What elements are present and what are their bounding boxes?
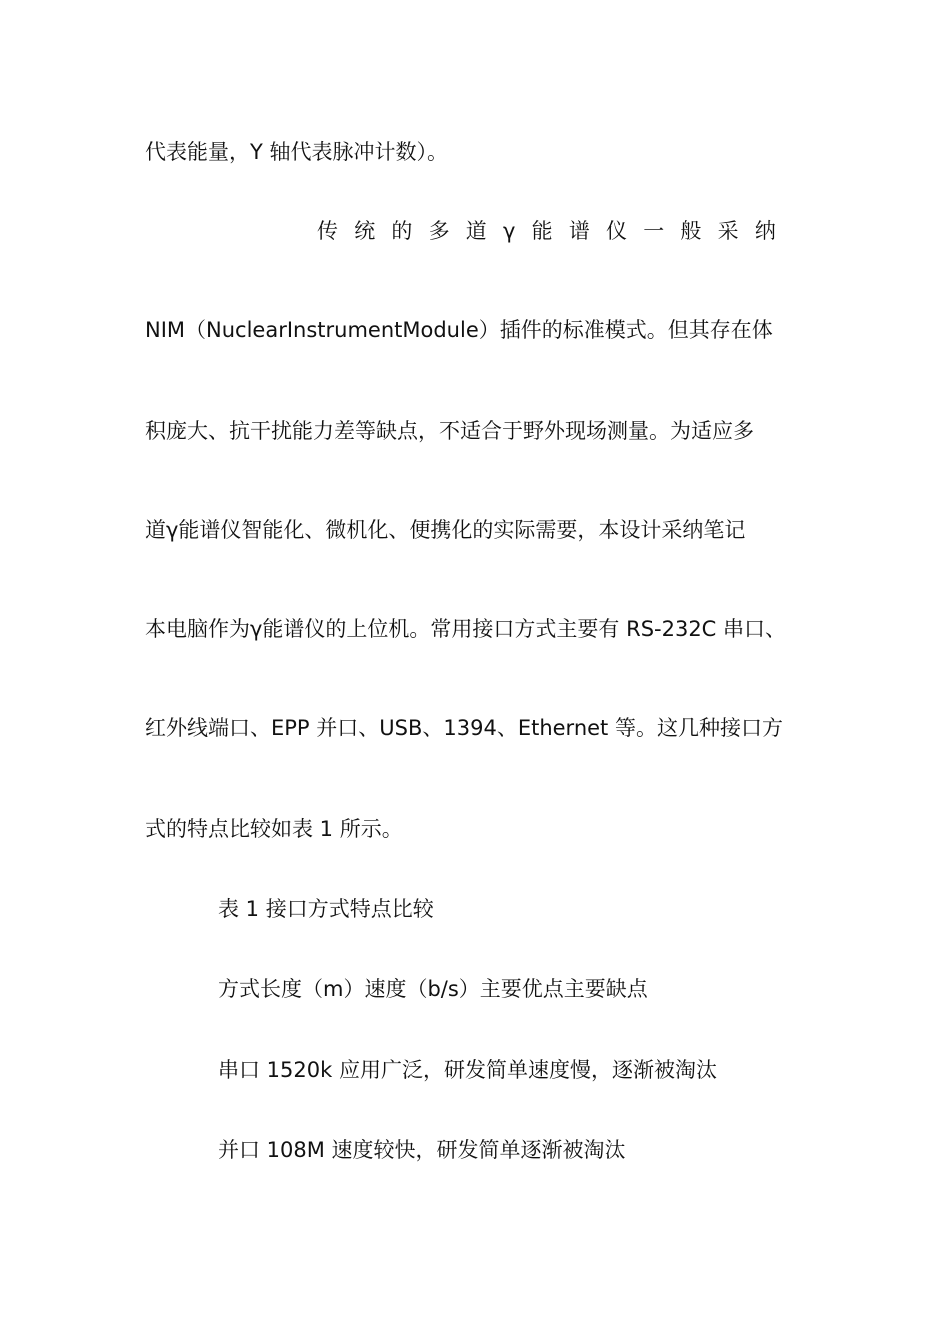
table-caption: 表 1 接口方式特点比较	[218, 897, 434, 921]
paragraph-line: 式的特点比较如表 1 所示。	[145, 817, 403, 841]
table-row: 并口 108M 速度较快，研发简单逐渐被淘汰	[218, 1138, 626, 1162]
paragraph-line: NIM（NuclearInstrumentModule）插件的标准模式。但其存在体	[145, 318, 773, 342]
table-header: 方式长度（m）速度（b/s）主要优点主要缺点	[218, 977, 648, 1001]
paragraph-line: 传统的多道γ能谱仪一般采纳	[317, 219, 793, 243]
paragraph-line: 红外线端口、EPP 并口、USB、1394、Ethernet 等。这几种接口方	[145, 716, 783, 740]
paragraph-line: 本电脑作为γ能谱仪的上位机。常用接口方式主要有 RS-232C 串口、	[145, 617, 787, 641]
paragraph-line: 积庞大、抗干扰能力差等缺点，不适合于野外现场测量。为适应多	[145, 419, 754, 443]
paragraph-line: 代表能量，Y 轴代表脉冲计数）。	[145, 140, 449, 164]
paragraph-line: 道γ能谱仪智能化、微机化、便携化的实际需要，本设计采纳笔记	[145, 518, 746, 542]
table-row: 串口 1520k 应用广泛，研发简单速度慢，逐渐被淘汰	[218, 1058, 717, 1082]
